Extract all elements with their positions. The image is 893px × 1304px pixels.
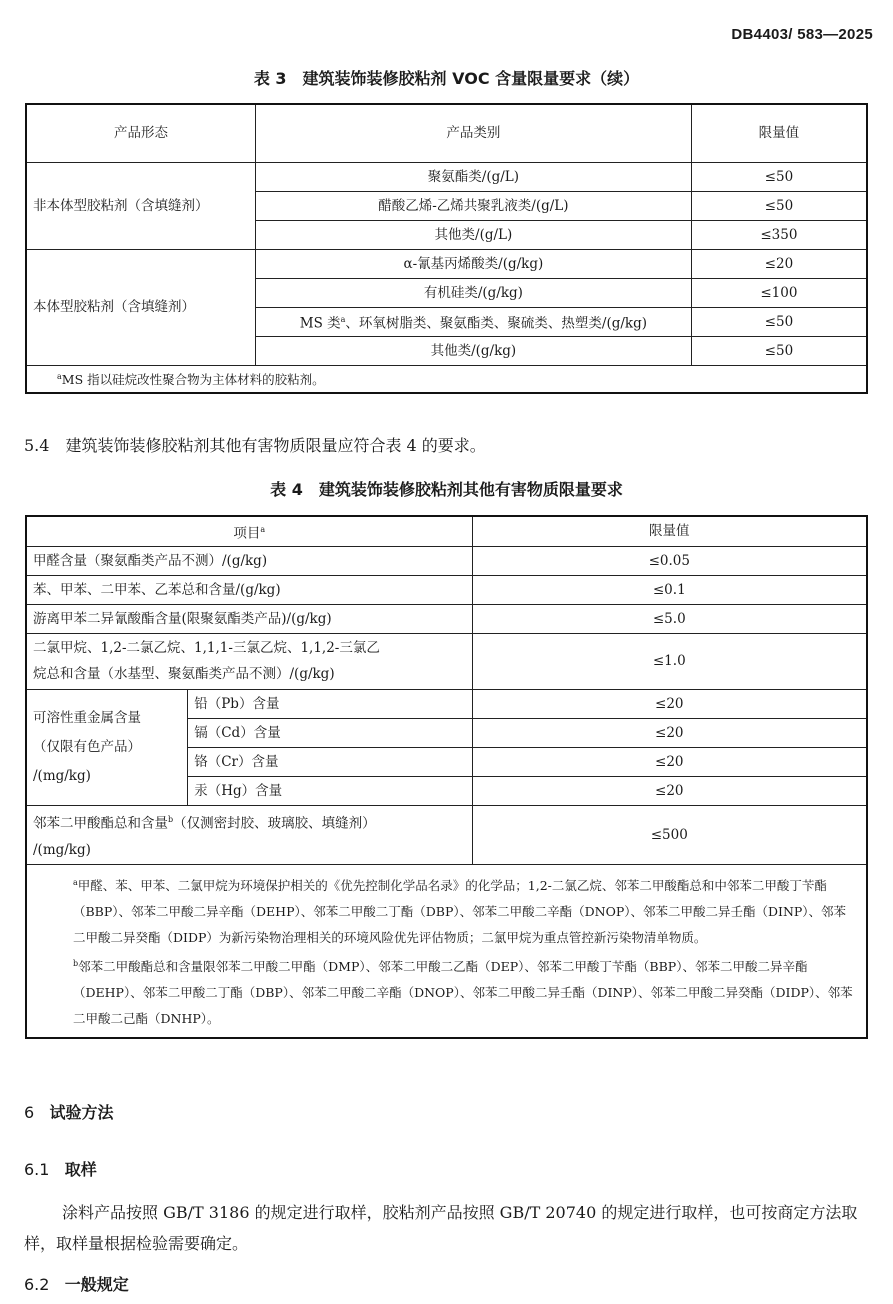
limit-cell: ≤50 — [691, 336, 867, 365]
item-text: （仅测密封胶、玻璃胶、填缝剂） — [173, 815, 376, 831]
limit-cell: ≤20 — [472, 689, 867, 718]
limit-cell: ≤0.1 — [472, 575, 867, 604]
table-row — [26, 689, 867, 718]
category-text: MS 类 — [299, 315, 341, 332]
table3-note — [26, 365, 867, 393]
footnote-marker: a — [73, 878, 78, 887]
table3-header-row — [26, 104, 867, 162]
limit-cell: ≤50 — [691, 162, 867, 191]
limit-cell: ≤350 — [691, 220, 867, 249]
table-row — [26, 546, 867, 575]
item-cell: 甲醛含量（聚氨酯类产品不测）/(g/kg) — [26, 546, 472, 575]
section-title: 试验方法 — [49, 1103, 114, 1122]
section-6-1-paragraph: 涂料产品按照 GB/T 3186 的规定进行取样，胶粘剂产品按照 GB/T 20740 的规定进行取样，也可按商定方法取样，取样量根据检验需要确定。 — [24, 1203, 858, 1253]
label-line: （仅限有色产品） — [33, 738, 141, 755]
limit-cell: ≤20 — [472, 776, 867, 805]
item-line: /(mg/kg) — [33, 842, 91, 858]
category-cell: 有机硅类/(g/kg) — [255, 278, 691, 307]
item-line — [33, 806, 466, 838]
table4 — [25, 515, 868, 1039]
header-item — [26, 516, 472, 546]
item-cell: 苯、甲苯、二甲苯、乙苯总和含量/(g/kg) — [26, 575, 472, 604]
table-row — [26, 604, 867, 633]
table-row — [26, 162, 867, 191]
note-b — [73, 951, 858, 1032]
note-a — [73, 870, 858, 951]
limit-cell: ≤50 — [691, 307, 867, 336]
section-number: 6 — [24, 1103, 35, 1122]
category-cell: 醋酸乙烯-乙烯共聚乳液类/(g/L) — [255, 191, 691, 220]
table-row — [26, 633, 867, 689]
footnote-marker: a — [260, 524, 266, 534]
table-row — [26, 249, 867, 278]
category-text: 、环氧树脂类、聚氨酯类、聚硫类、热塑类/(g/kg) — [345, 315, 648, 332]
limit-cell: ≤1.0 — [472, 633, 867, 689]
item-cell: 铬（Cr）含量 — [188, 747, 472, 776]
item-line: 烷总和含量（水基型、聚氨酯类产品不测）/(g/kg) — [33, 666, 335, 682]
item-text: 邻苯二甲酸酯总和含量 — [33, 815, 168, 831]
table4-notes — [26, 865, 867, 1039]
section-6-1-heading — [24, 1157, 97, 1180]
category-cell — [255, 307, 691, 336]
section-5-4-text: 5.4 建筑装饰装修胶粘剂其他有害物质限量应符合表 4 的要求。 — [24, 436, 486, 455]
header-product-form: 产品形态 — [26, 104, 255, 162]
category-cell: 其他类/(g/L) — [255, 220, 691, 249]
table-row — [26, 575, 867, 604]
table4-header-row — [26, 516, 867, 546]
table4-note-row — [26, 865, 867, 1039]
item-cell — [26, 805, 472, 865]
item-cell: 汞（Hg）含量 — [188, 776, 472, 805]
document-code: DB4403/ 583—2025 — [731, 26, 873, 43]
category-cell: α-氰基丙烯酸类/(g/kg) — [255, 249, 691, 278]
label-line: /(mg/kg) — [33, 767, 91, 784]
section-title: 一般规定 — [64, 1275, 129, 1294]
product-form-cell: 本体型胶粘剂（含填缝剂） — [26, 249, 255, 365]
footnote-marker: a — [340, 314, 346, 324]
limit-cell: ≤50 — [691, 191, 867, 220]
heavy-metal-label — [26, 689, 188, 805]
note-text: 邻苯二甲酸酯总和含量限邻苯二甲酸二甲酯（DMP）、邻苯二甲酸二乙酯（DEP）、邻苯二甲酸丁苄酯（BBP）、邻苯二甲酸二异辛酯（DEHP）、邻苯二甲酸二丁酯（DBP）、邻苯二甲酸二辛酯（DNOP）、邻苯二甲酸二异壬酯（DINP）、邻苯二甲酸二异癸酯（DIDP）、邻苯二甲酸二己酯（DNHP）。 — [73, 959, 853, 1027]
note-text: 甲醛、苯、甲苯、二氯甲烷为环境保护相关的《优先控制化学品名录》的化学品；1,2-二氯乙烷、邻苯二甲酸酯总和中邻苯二甲酸丁苄酯（BBP）、邻苯二甲酸二异辛酯（DEHP）、邻苯二甲酸二丁酯（DBP）、邻苯二甲酸二辛酯（DNOP）、邻苯二甲酸二异壬酯（DINP）、邻苯二甲酸二异癸酯（DIDP）为新污染物治理相关的环境风险优先评估物质；二氯甲烷为重点管控新污染物清单物质。 — [73, 878, 847, 946]
item-cell — [26, 633, 472, 689]
header-product-category: 产品类别 — [255, 104, 691, 162]
note-text: MS 指以硅烷改性聚合物为主体材料的胶粘剂。 — [61, 372, 325, 388]
limit-cell: ≤500 — [472, 805, 867, 865]
limit-cell: ≤0.05 — [472, 546, 867, 575]
product-form-cell: 非本体型胶粘剂（含填缝剂） — [26, 162, 255, 249]
header-limit: 限量值 — [472, 516, 867, 546]
item-cell: 游离甲苯二异氰酸酯含量(限聚氨酯类产品)/(g/kg) — [26, 604, 472, 633]
limit-cell: ≤20 — [472, 747, 867, 776]
limit-cell: ≤20 — [691, 249, 867, 278]
section-6-heading — [24, 1100, 113, 1123]
section-number: 6.1 — [24, 1160, 50, 1179]
item-line: 二氯甲烷、1,2-二氯乙烷、1,1,1-三氯乙烷、1,1,2-三氯乙 — [33, 640, 380, 656]
section-title: 取样 — [64, 1160, 97, 1179]
footnote-marker: b — [73, 959, 79, 969]
limit-cell: ≤5.0 — [472, 604, 867, 633]
item-cell: 铅（Pb）含量 — [188, 689, 472, 718]
section-number: 6.2 — [24, 1275, 50, 1294]
section-6-2-heading — [24, 1272, 129, 1295]
category-cell: 聚氨酯类/(g/L) — [255, 162, 691, 191]
table4-title: 表 4 建筑装饰装修胶粘剂其他有害物质限量要求 — [270, 480, 623, 499]
limit-cell: ≤20 — [472, 718, 867, 747]
label-line: 可溶性重金属含量 — [33, 709, 141, 726]
limit-cell: ≤100 — [691, 278, 867, 307]
header-limit: 限量值 — [691, 104, 867, 162]
item-cell: 镉（Cd）含量 — [188, 718, 472, 747]
category-cell: 其他类/(g/kg) — [255, 336, 691, 365]
table3-note-row — [26, 365, 867, 393]
table3 — [25, 103, 868, 394]
footnote-marker: b — [168, 814, 174, 824]
table-row — [26, 805, 867, 865]
header-item-text: 项目 — [233, 525, 261, 541]
footnote-marker: a — [57, 372, 62, 382]
table3-title: 表 3 建筑装饰装修胶粘剂 VOC 含量限量要求（续） — [253, 69, 640, 88]
